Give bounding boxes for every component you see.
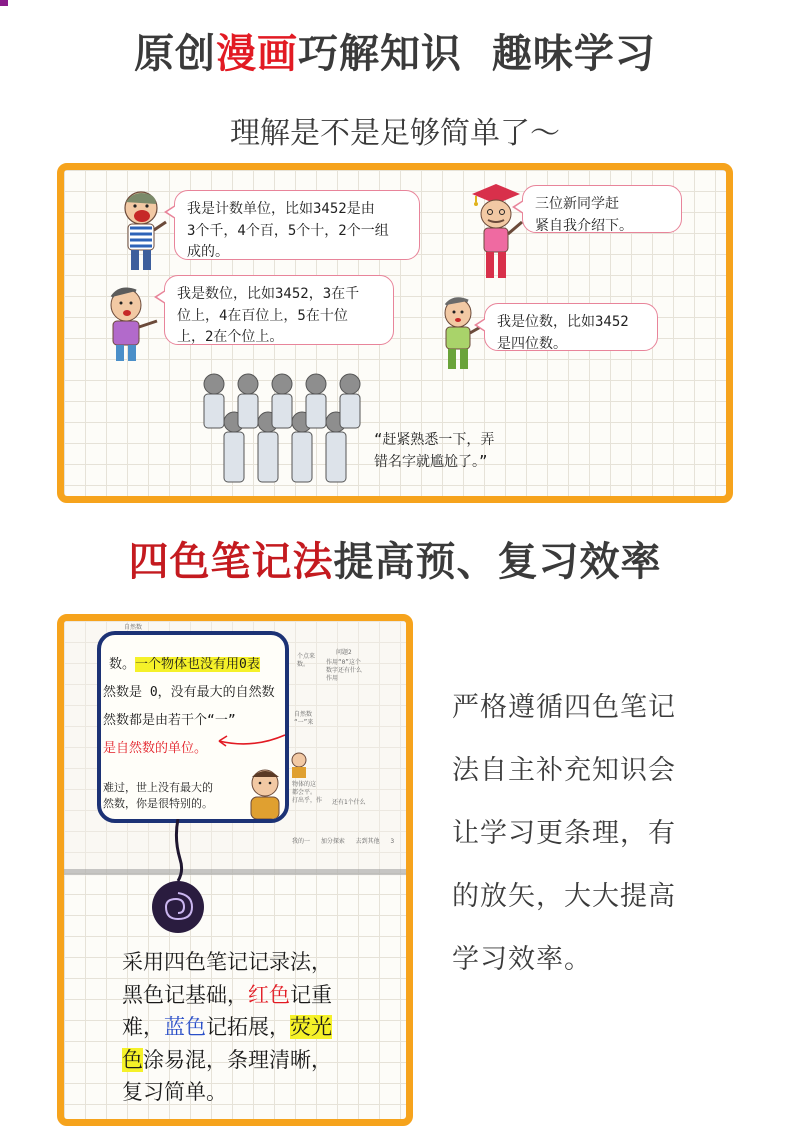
note-line <box>122 1011 402 1044</box>
method-description <box>452 676 742 991</box>
lens-line: 然数是 0，没有最大的自然数 <box>103 685 275 700</box>
question-label: 问题2 <box>336 649 352 656</box>
headline-comic-highlight: 漫画 <box>216 31 299 77</box>
description-line: 严格遵循四色笔记 <box>452 692 676 723</box>
question-body: 作用“0”这个 数字还有什么 作用 <box>326 659 363 682</box>
lens-highlight: 一个物体也没有用0表 <box>135 657 260 672</box>
ink-swirl-icon <box>148 819 210 939</box>
lens-line-red: 是自然数的单位。 <box>103 741 208 756</box>
note-line <box>122 979 402 1012</box>
note-fragment: 记拓展， <box>206 1015 290 1040</box>
description-line: 学习效率。 <box>452 944 592 975</box>
quote-line: 错名字就尴尬了。” <box>374 453 488 470</box>
description-line: 让学习更条理，有 <box>452 818 676 849</box>
subheading: 理解是不是足够简单了～ <box>230 116 560 151</box>
note-blue-word: 蓝色 <box>164 1015 206 1040</box>
corner-mark <box>0 0 8 6</box>
page-right-text: 个点来 数。 <box>297 653 316 668</box>
description-line: 的放矢，大大提高 <box>452 881 676 912</box>
description-line: 法自主补充知识会 <box>452 755 676 786</box>
lens-line: 然数，你是很特别的。 <box>103 797 213 810</box>
lens-line: 然数都是由若干个“一” <box>103 713 236 728</box>
page-header: 自然数 <box>124 624 143 631</box>
page-footer: 我的一 加分探索 去到其他 3 <box>292 838 395 845</box>
headline-comic-part2: 巧解知识 趣味学习 <box>298 31 656 77</box>
comic-panel <box>57 163 733 503</box>
bubble-line: 是四位数。 <box>497 335 567 352</box>
note-red-word: 红色 <box>248 982 290 1007</box>
bubble-line: 三位新同学赶 <box>535 196 619 212</box>
page-reference: 还有1个什么 <box>332 799 366 806</box>
bubble-line: 成的。 <box>187 244 229 261</box>
bubble-line: 位上，4在百位上，5在十位 <box>177 307 348 324</box>
quote-line: “赶紧熟悉一下，弄 <box>374 432 495 448</box>
bubble-line: 我是数位，比如3452，3在千 <box>177 286 360 302</box>
note-fragment: 涂易混，条理清晰， <box>143 1047 332 1072</box>
lens-line: 数。一个物体也没有用0表 <box>109 657 260 672</box>
note-fragment: 记重 <box>290 982 332 1007</box>
crowd-quote <box>374 430 554 473</box>
bubble-line: 上，2在个位上。 <box>177 329 284 346</box>
headline-notes-part2: 提高预、复习效率 <box>333 539 662 585</box>
page-divider <box>64 869 406 875</box>
note-highlight-word: 色 <box>122 1047 143 1072</box>
lens-line: 难过，世上没有最大的 <box>103 781 213 794</box>
headline-notes-highlight: 四色笔记法 <box>128 539 334 585</box>
notebook-panel <box>57 614 413 1126</box>
four-color-note <box>122 946 402 1109</box>
speech-bubble-digit <box>164 275 394 345</box>
red-arrow-icon <box>213 729 287 751</box>
note-line: 复习简单。 <box>122 1080 227 1105</box>
graduate-character-icon <box>462 178 526 282</box>
note-fragment: 难， <box>122 1015 164 1040</box>
note-highlight-word: 荧光 <box>290 1015 332 1040</box>
headline-comic <box>0 22 790 79</box>
crowd-characters-icon <box>194 370 394 488</box>
speech-bubble-counting-unit <box>174 190 420 260</box>
headline-comic-part1: 原创 <box>134 31 217 77</box>
note-line: 采用四色笔记记录法， <box>122 950 332 974</box>
bubble-line: 紧自我介绍下。 <box>535 217 633 234</box>
reader-boy-icon <box>288 751 310 779</box>
studying-boy-icon <box>243 765 289 823</box>
bubble-line: 我是计数单位，比如3452是由 <box>187 201 375 217</box>
digit-character-icon <box>102 283 162 363</box>
teacher-character-icon <box>114 188 168 272</box>
page-right-text: 自然数 “一”来 <box>294 711 314 726</box>
bubble-line: 我是位数，比如3452 <box>497 314 629 330</box>
headline-notes <box>0 530 790 587</box>
speech-bubble-place-count <box>484 303 658 351</box>
place-count-character-icon <box>434 295 488 371</box>
page-side-note: 物体的这 都会平。 打出乎，作 <box>292 781 323 804</box>
note-fragment: 黑色记基础， <box>122 982 248 1007</box>
magnifier-lens <box>97 631 289 823</box>
bubble-line: 3个千，4个百，5个十，2个一组 <box>187 222 389 239</box>
note-line <box>122 1044 402 1077</box>
speech-bubble-intro <box>522 185 682 233</box>
